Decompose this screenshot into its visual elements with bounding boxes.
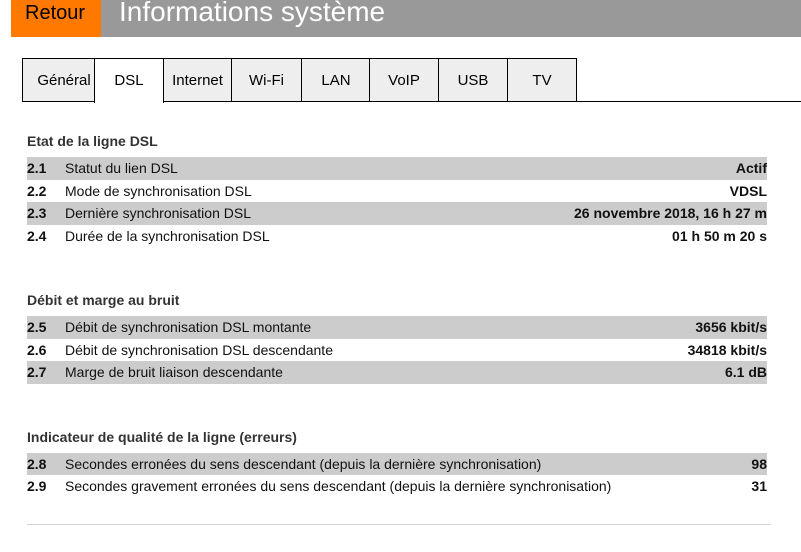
tab-wifi[interactable]: Wi-Fi xyxy=(231,58,302,102)
section-throughput-noise-margin xyxy=(27,287,767,384)
section-line-quality-errors xyxy=(27,424,767,498)
row-value: 31 xyxy=(751,478,767,494)
tab-bar xyxy=(11,58,801,103)
row-value: 34818 kbit/s xyxy=(687,341,767,358)
info-row xyxy=(27,475,767,498)
row-label: Dernière synchronisation DSL xyxy=(65,205,251,221)
dsl-info-content xyxy=(27,128,767,498)
tab-lan[interactable]: LAN xyxy=(301,58,371,102)
row-label: Durée de la synchronisation DSL xyxy=(65,227,270,244)
row-number: 2.6 xyxy=(27,341,47,358)
row-label: Débit de synchronisation DSL montante xyxy=(65,319,312,335)
row-label: Statut du lien DSL xyxy=(65,160,178,176)
section-dsl-line-status xyxy=(27,128,767,247)
bottom-divider xyxy=(27,524,771,525)
tab-general[interactable]: Général xyxy=(22,58,106,102)
row-value: 6.1 dB xyxy=(724,364,767,380)
row-label: Mode de synchronisation DSL xyxy=(65,182,252,199)
info-row xyxy=(27,202,767,225)
row-value: VDSL xyxy=(729,182,767,199)
tab-voip[interactable]: VoIP xyxy=(369,58,439,102)
info-row xyxy=(27,157,767,180)
tab-tv[interactable]: TV xyxy=(507,58,577,102)
row-number: 2.8 xyxy=(27,455,47,472)
info-row xyxy=(27,339,767,362)
tab-dsl[interactable]: DSL xyxy=(94,58,164,103)
row-label: Secondes gravement erronées du sens descendant (depuis la dernière synchronisation) xyxy=(65,478,612,494)
tab-usb[interactable]: USB xyxy=(438,58,508,102)
row-number: 2.9 xyxy=(27,478,47,494)
info-row xyxy=(27,225,767,248)
page-title: Informations système xyxy=(119,0,386,27)
row-value: 01 h 50 m 20 s xyxy=(672,227,767,244)
row-value: 3656 kbit/s xyxy=(695,319,767,335)
info-row xyxy=(27,453,767,476)
row-number: 2.1 xyxy=(27,160,47,176)
row-value: 26 novembre 2018, 16 h 27 m xyxy=(574,205,767,221)
row-value: Actif xyxy=(735,160,767,176)
info-row xyxy=(27,316,767,339)
section-title: Débit et marge au bruit xyxy=(27,292,180,308)
section-title: Indicateur de qualité de la ligne (erreurs) xyxy=(27,428,297,445)
back-button[interactable]: Retour xyxy=(11,0,101,37)
row-label: Secondes erronées du sens descendant (depuis la dernière synchronisation) xyxy=(65,455,542,472)
row-label: Débit de synchronisation DSL descendante xyxy=(65,341,333,358)
row-value: 98 xyxy=(751,455,767,472)
info-row xyxy=(27,180,767,203)
section-title: Etat de la ligne DSL xyxy=(27,133,158,149)
row-number: 2.4 xyxy=(27,227,47,244)
tab-bar-divider xyxy=(576,101,801,102)
row-number: 2.3 xyxy=(27,205,47,221)
row-number: 2.2 xyxy=(27,182,47,199)
row-number: 2.7 xyxy=(27,364,47,380)
row-label: Marge de bruit liaison descendante xyxy=(65,364,283,380)
row-number: 2.5 xyxy=(27,319,47,335)
tab-internet[interactable]: Internet xyxy=(163,58,232,102)
info-row xyxy=(27,361,767,384)
